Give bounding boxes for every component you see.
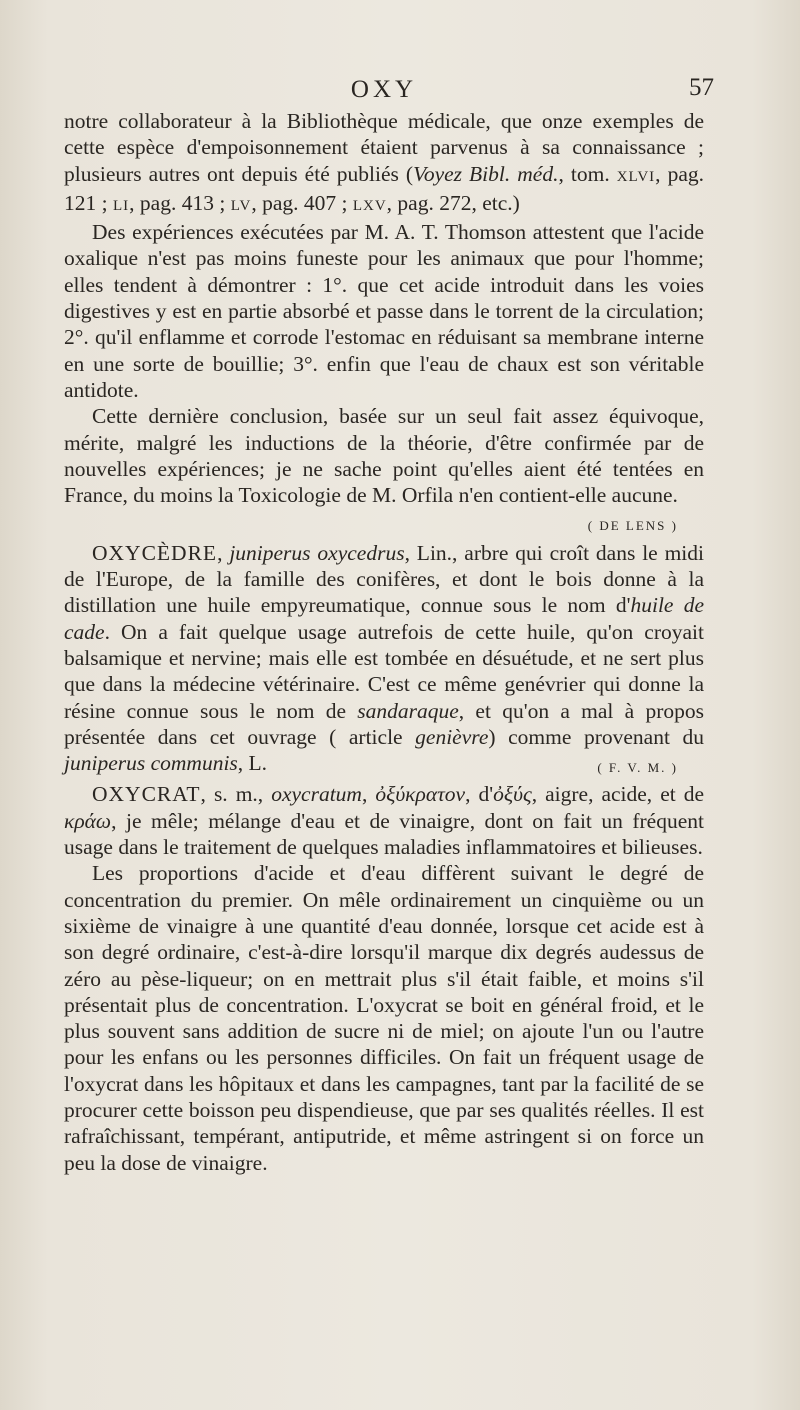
author-signature: ( F. V. M. ) [569, 755, 678, 781]
entry-text: , Lin., arbre qui croît dans le midi de l'Europe, de la famille des conifères, et dont le bois donne à la distillation une huile empyreumatique, connue sous le nom d' [64, 540, 704, 618]
volume-number: LXV [352, 197, 387, 214]
entry-headword: OXYCÈDRE [92, 540, 218, 565]
page-header [64, 70, 714, 108]
entry-text: , s. m., [200, 782, 272, 807]
volume-number: LV [230, 197, 252, 214]
body-text [64, 108, 704, 1176]
entry-text: , je mêle; mélange d'eau et de vinaigre, dont on fait un fréquent usage dans le traitement de quelques maladies inflammatoires et bilieuses. [64, 808, 704, 860]
entry-text: , L. [237, 751, 268, 776]
citation-text: , pag. 407 ; [251, 190, 353, 215]
paragraph-thomson: Des expériences exécutées par M. A. T. Thomson attestent que l'acide oxalique n'est pas moins funeste pour les animaux que pour l'homme; elles tendent à démontrer : 1°. que cet acide introduit dans les voies digestives y est en partie absorbé et passe dans le torrent de la circulation; 2°. qu'il enflamme et corrode l'estomac en réduisant sa membrane interne en une sorte de bouillie; 3°. enfin que l'eau de chaux est son véritable antidote. [64, 220, 704, 402]
entry-text: , d' [465, 782, 494, 807]
italic-term: genièvre [415, 724, 489, 749]
paragraph-text: notre collaborateur à la Bibliothèque médicale, que onze exemples de cette espèce d'empoisonnement étaient parvenus à sa connaissance ; plusieurs autres ont depuis été publiés ( [64, 109, 704, 186]
entry-text: . On a fait quelque usage autrefois de cette huile, qu'on croyait balsamique et nervine; mais elle est tombée en désuétude, et ne sert plus que dans la médecine vétérinaire. C'est ce même genévrier qui donne la résine connue sous le nom de [64, 619, 704, 723]
paragraph-conclusion [64, 403, 704, 539]
entry-text: , et qu'on a mal à propos présentée dans cet ouvrage ( article [64, 698, 704, 749]
volume-number: XLVI [616, 168, 656, 185]
citation-text: , tom. [558, 161, 617, 186]
volume-number: LI [112, 197, 130, 214]
paragraph-text: Cette dernière conclusion, basée sur un seul fait assez équivoque, mérite, malgré les inductions de la théorie, d'être confirmée par de nouvelles expériences; je ne sache point qu'elles aient été tentées en France, du moins la Toxicologie de M. Orfila n'en contient-elle aucune. [64, 404, 704, 508]
entry-text: ) comme provenant du [488, 724, 704, 749]
greek-term: ὀξύκρατον [375, 782, 466, 807]
entry-oxycedre [64, 540, 704, 782]
italic-term: sandaraque [357, 698, 459, 723]
italic-term: huile de cade [64, 593, 704, 644]
entry-text: , aigre, acide, et de [531, 782, 705, 807]
running-head: OXY [350, 76, 418, 103]
latin-name: juniperus communis [64, 751, 238, 776]
paragraph-proportions: Les proportions d'acide et d'eau diffèrent suivant le degré de concentration du premier. On mêle ordinairement un cinquième ou un sixième de vinaigre à une quantité d'eau donnée, lorsque cet acide est à son degré ordinaire, c'est-à-dire lorsqu'il marque dix degrés audessus de zéro au pèse-liqueur; on en mettrait plus s'il était faible, et moins s'il présentait plus de concentration. L'oxycrat se boit en général froid, et le plus souvent sans addition de sucre ni de miel; on ajoute l'un ou l'autre pour les enfans ou les personnes difficiles. On fait un fréquent usage de l'oxycrat dans les hôpitaux et dans les campagnes, tant par la facilité de se procurer cette boisson peu dispendieuse, que par ses qualités réelles. Il est rafraîchissant, tempérant, antiputride, et même astringent si on force un peu la dose de vinaigre. [64, 861, 704, 1175]
latin-name: oxycratum [271, 782, 362, 807]
author-signature: ( DE LENS ) [560, 513, 678, 539]
page-number: 57 [689, 74, 714, 101]
citation-text: , pag. 413 ; [129, 190, 231, 215]
citation-text: , pag. 121 ; [64, 161, 704, 215]
citation-text: , pag. 272, etc.) [386, 190, 520, 215]
entry-text: , [361, 782, 376, 807]
citation-italic: Voyez Bibl. méd. [413, 161, 559, 186]
greek-term: ὀξύς [493, 782, 532, 807]
entry-text: , [217, 540, 230, 565]
paragraph-continuation [64, 108, 704, 219]
greek-term: κράω [64, 808, 112, 833]
entry-headword: OXYCRAT [92, 782, 201, 807]
entry-oxycrat [64, 781, 704, 860]
latin-name: juniperus oxycedrus [229, 540, 405, 565]
